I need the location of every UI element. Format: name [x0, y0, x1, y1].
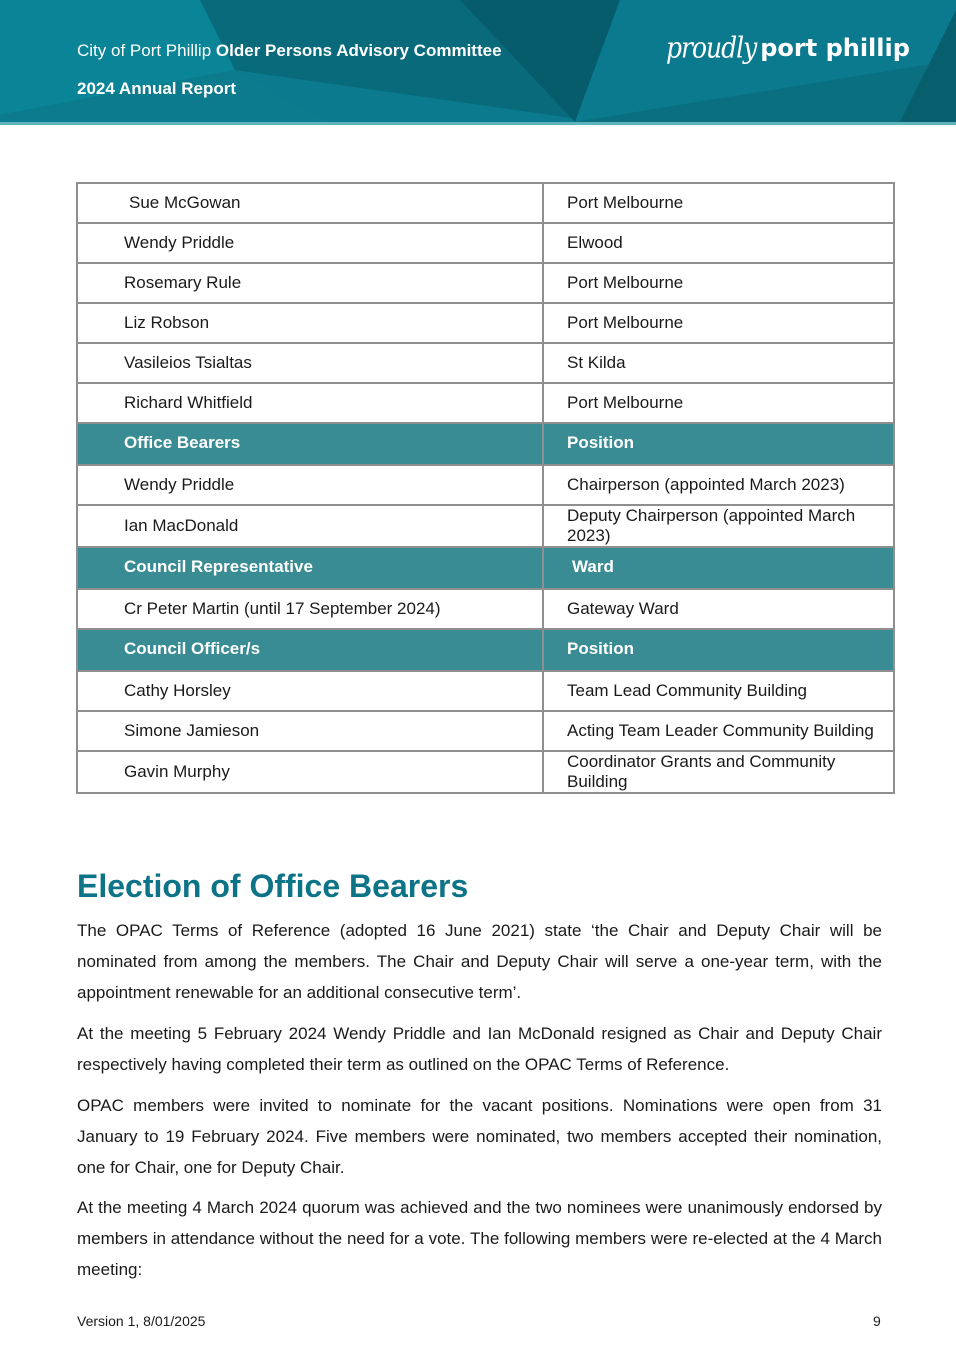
member-name: Vasileios Tsialtas [77, 343, 543, 383]
member-suburb: Port Melbourne [543, 183, 894, 223]
office-bearer-position: Chairperson (appointed March 2023) [543, 465, 894, 505]
proudly-port-phillip-logo [666, 30, 910, 65]
table-row [77, 303, 894, 343]
paragraph: The OPAC Terms of Reference (adopted 16 June 2021) state ‘the Chair and Deputy Chair will be nominated from among the members. The Chair and Deputy Chair will serve a one-year term, with the appointment renewable for an additional consecutive term’. [77, 921, 882, 1002]
header-position: Position [543, 423, 894, 465]
table-row [77, 383, 894, 423]
table-header-row [77, 547, 894, 589]
header-council-representative: Council Representative [77, 547, 543, 589]
version-label: Version 1, 8/01/2025 [77, 1313, 206, 1329]
office-bearer-position: Deputy Chairperson (appointed March 2023) [543, 505, 894, 547]
member-name: Liz Robson [77, 303, 543, 343]
org-name: City of Port Phillip [77, 41, 212, 60]
member-name: Rosemary Rule [77, 263, 543, 303]
officer-position: Coordinator Grants and Community Building [543, 751, 894, 793]
member-suburb: Port Melbourne [543, 263, 894, 303]
member-suburb: St Kilda [543, 343, 894, 383]
table-row [77, 465, 894, 505]
officer-position: Team Lead Community Building [543, 671, 894, 711]
officer-name: Cathy Horsley [77, 671, 543, 711]
header-council-officers: Council Officer/s [77, 629, 543, 671]
logo-text: port phillip [760, 34, 910, 62]
table-row [77, 589, 894, 629]
member-name: Sue McGowan [77, 183, 543, 223]
logo-script: proudly [666, 30, 757, 65]
council-rep-ward: Gateway Ward [543, 589, 894, 629]
table-row [77, 223, 894, 263]
table-row [77, 263, 894, 303]
member-name: Richard Whitfield [77, 383, 543, 423]
page-number: 9 [873, 1313, 881, 1329]
officer-name: Gavin Murphy [77, 751, 543, 793]
paragraph: At the meeting 4 March 2024 quorum was achieved and the two nominees were unanimously endorsed by members in attendance without the need for a vote. The following members were re-elected at the 4 March meeting: [77, 1198, 882, 1279]
office-bearer-name: Wendy Priddle [77, 465, 543, 505]
member-name: Wendy Priddle [77, 223, 543, 263]
table-header-row [77, 629, 894, 671]
paragraph: At the meeting 5 February 2024 Wendy Priddle and Ian McDonald resigned as Chair and Deputy Chair respectively having completed their term as outlined on the OPAC Terms of Reference. [77, 1024, 882, 1074]
report-subtitle: 2024 Annual Report [77, 79, 237, 98]
member-suburb: Port Melbourne [543, 383, 894, 423]
header-position: Position [543, 629, 894, 671]
banner-divider [0, 122, 956, 125]
table-row [77, 711, 894, 751]
table-row [77, 183, 894, 223]
table-row [77, 751, 894, 793]
member-suburb: Port Melbourne [543, 303, 894, 343]
office-bearer-name: Ian MacDonald [77, 505, 543, 547]
header-office-bearers: Office Bearers [77, 423, 543, 465]
table-header-row [77, 423, 894, 465]
table-row [77, 343, 894, 383]
section-heading: Election of Office Bearers [77, 868, 469, 904]
committee-table [76, 182, 895, 794]
table-row [77, 505, 894, 547]
table-row [77, 671, 894, 711]
council-rep-name: Cr Peter Martin (until 17 September 2024) [77, 589, 543, 629]
header-ward: Ward [543, 547, 894, 589]
paragraph: OPAC members were invited to nominate for the vacant positions. Nominations were open from 31 January to 19 February 2024. Five members were nominated, two members accepted their nomination, one for Chair, one for Deputy Chair. [77, 1096, 882, 1177]
officer-position: Acting Team Leader Community Building [543, 711, 894, 751]
header-banner [0, 0, 956, 122]
report-title [77, 41, 502, 61]
committee-name: Older Persons Advisory Committee [215, 41, 502, 60]
member-suburb: Elwood [543, 223, 894, 263]
officer-name: Simone Jamieson [77, 711, 543, 751]
